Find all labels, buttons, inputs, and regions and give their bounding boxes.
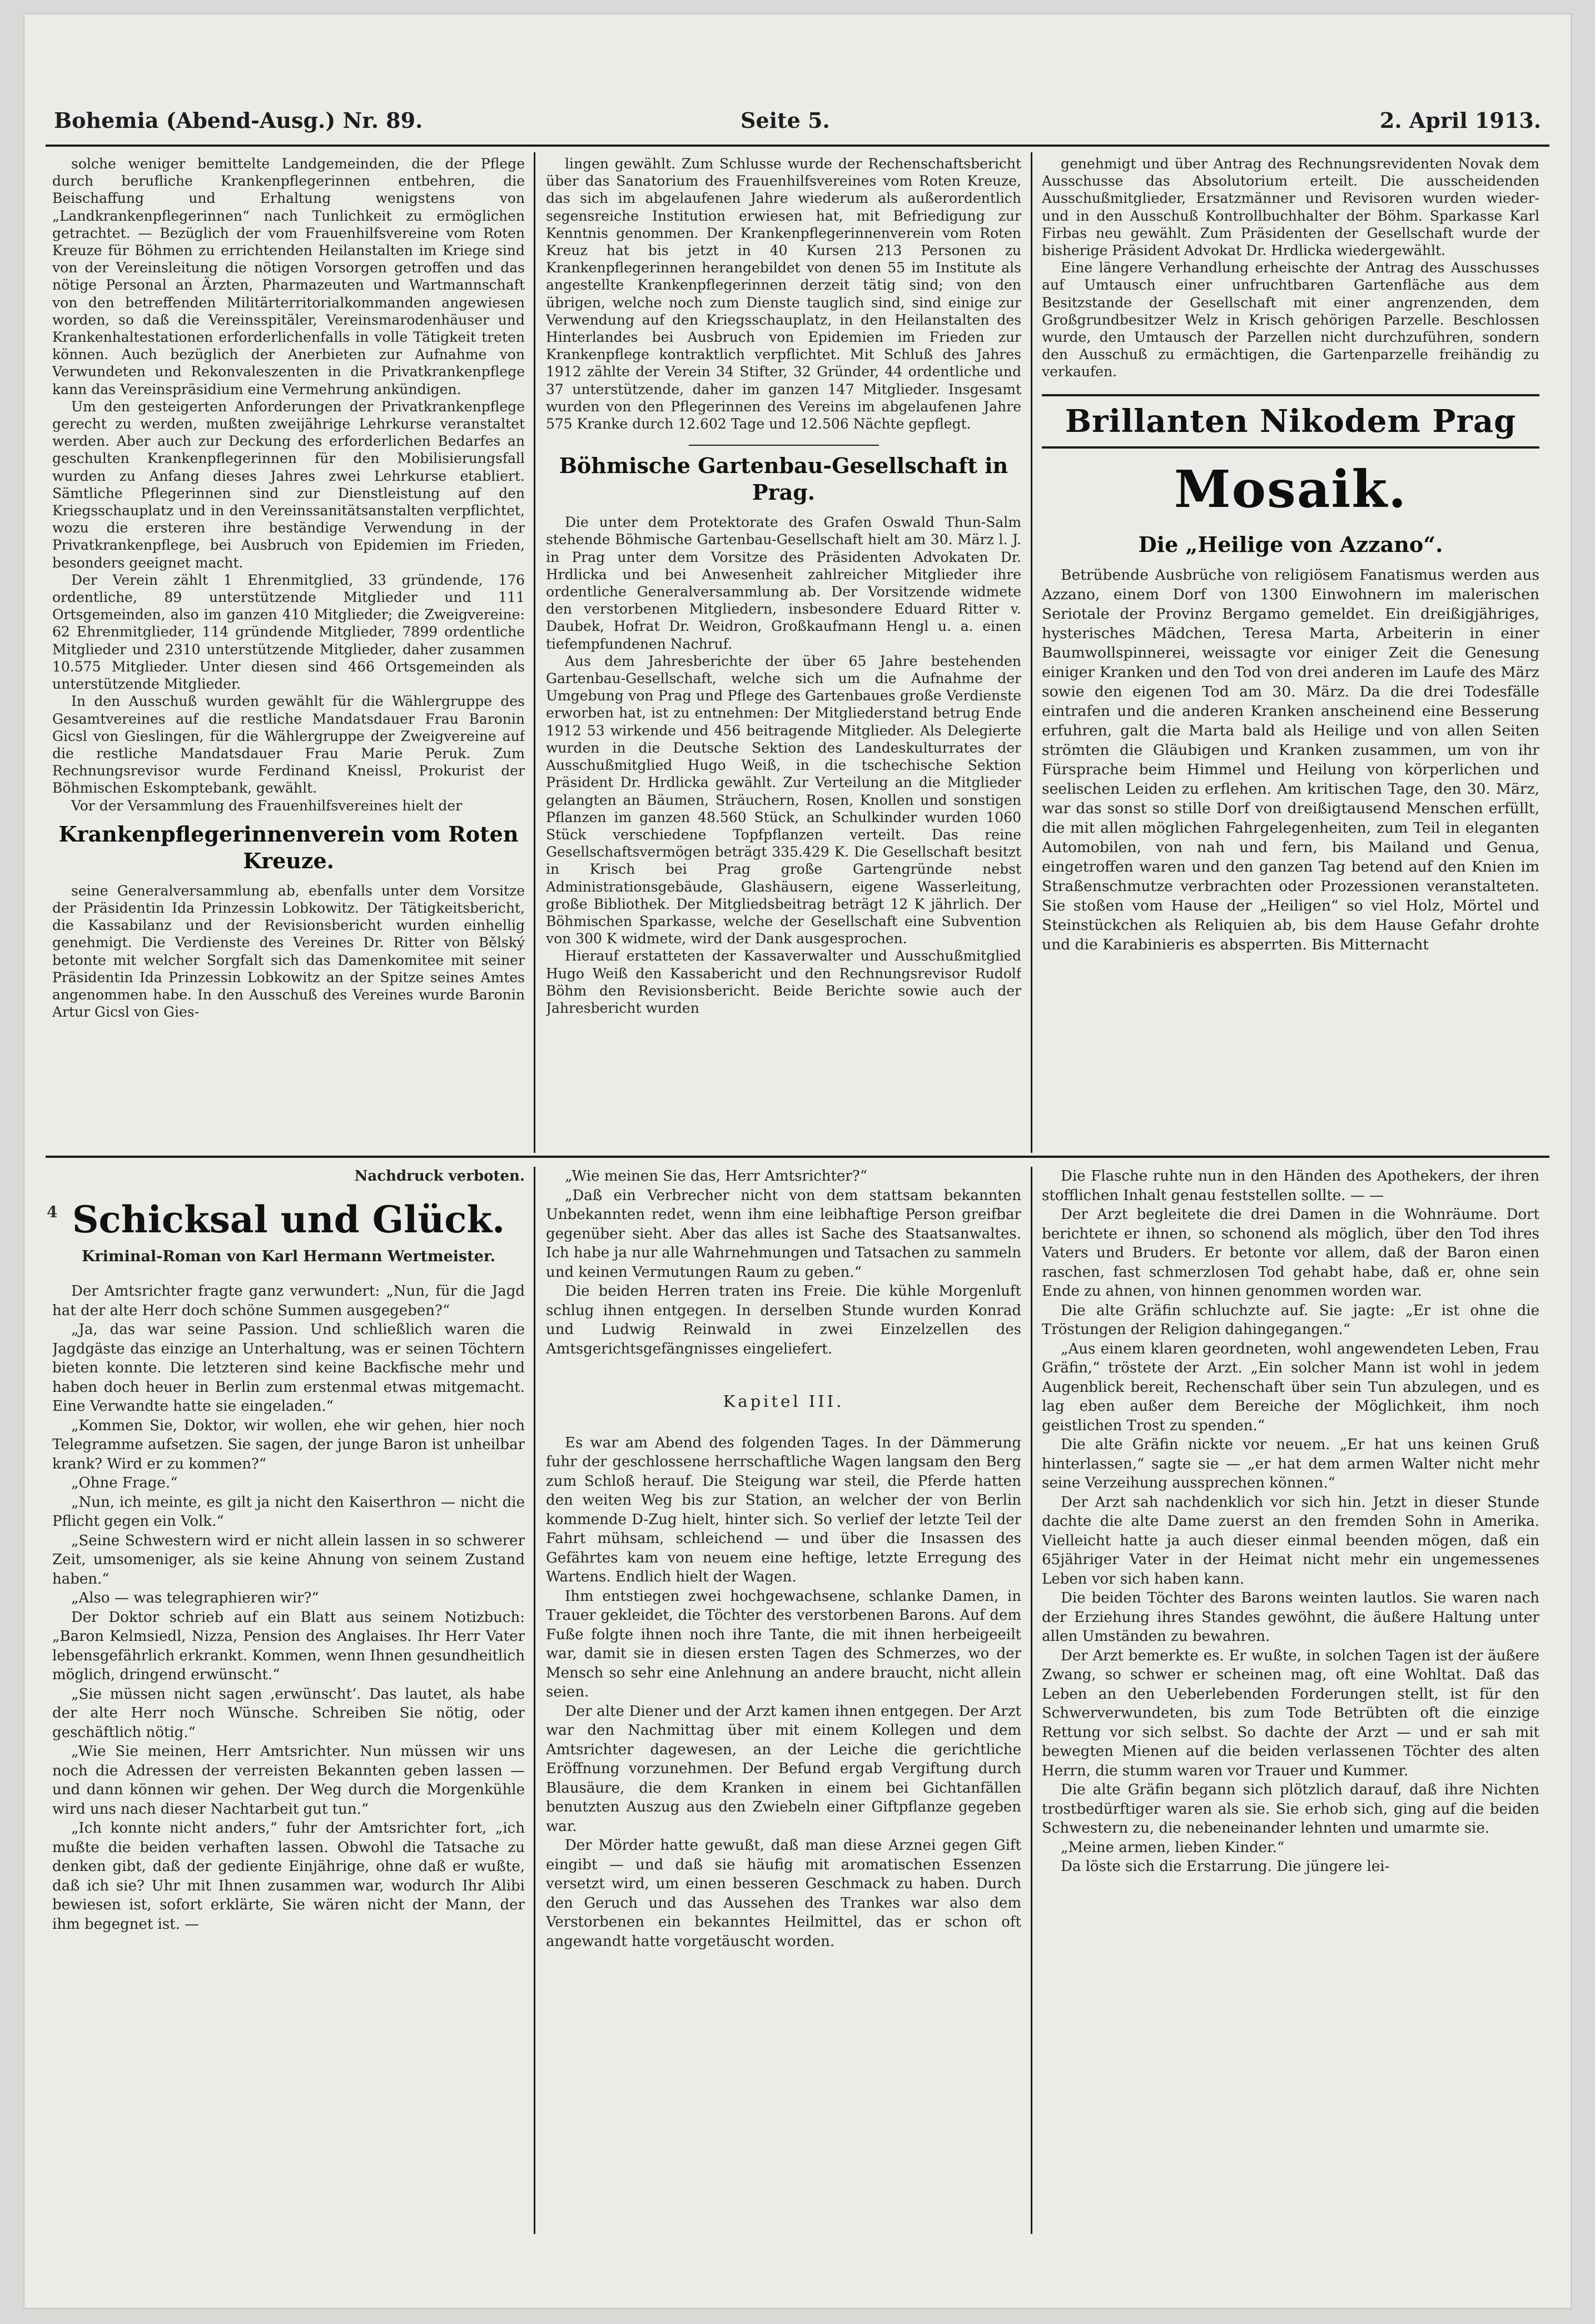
- article-paragraph: Hierauf erstatteten der Kassaverwalter und Ausschußmitglied Hugo Weiß den Kassabericht und den Rechnungsrevisor Rudolf Böhm den Revisionsbericht. Beide Berichte sowie auch der Jahresbericht wurden: [546, 948, 1021, 1016]
- novel-paragraph: „Meine armen, lieben Kinder.“: [1061, 1839, 1285, 1856]
- novel-column-2: [546, 1167, 1021, 2234]
- novel-paragraph: Ihm entstiegen zwei hochgewachsene, schlanke Damen, in Trauer gekleidet, die Töchter des verstorbenen Barons. Auf dem Fuße folgte ihnen noch ihre Tante, die mit ihnen herbeigeeilt war, damit sie in diesen ersten Tagen des Schmerzes, wo der Mensch so sehr eine Anlehnung an andere braucht, nicht allein seien.: [546, 1588, 1021, 1700]
- novel-paragraph: „Ja, das war seine Passion. Und schließlich waren die Jagdgäste das einzige an Unterhaltung, was er seinen Töchtern bieten konnte. Die letzteren sind keine Backfische mehr und haben doch heuer in Berlin zum erstenmal etwas mitgemacht. Eine Verwandte hatte sie eingeladen.“: [52, 1321, 525, 1415]
- novel-paragraph: Der alte Diener und der Arzt kamen ihnen entgegen. Der Arzt war den Nachmittag über mit einem Kollegen und dem Amtsrichter dagewesen, an der Leiche die gerichtliche Eröffnung vorzunehmen. Der Befund ergab Vergiftung durch Blausäure, die dem Kranken in einem bei Gichtanfällen benutzten Auszug aus den Zwiebeln einer Giftpflanze gegeben war.: [546, 1703, 1021, 1835]
- novel-paragraph: „Ich konnte nicht anders,“ fuhr der Amtsrichter fort, „ich mußte die beiden verhaften lassen. Obwohl die Tatsache zu denken gibt, daß der gediente Einjährige, ohne daß er wußte, daß ich sie? Uhr mit Ihnen zusammen war, wodurch Ihr Alibi bewiesen ist, sofort erklärte, Sie wären nicht der Mann, der ihm begegnet ist. —: [52, 1820, 525, 1933]
- article-paragraph: Der Verein zählt 1 Ehrenmitglied, 33 gründende, 176 ordentliche, 89 unterstützende Mitglieder und 111 Ortsgemeinden, also im ganzen 410 Mitglieder; die Zweigvereine: 62 Ehrenmitglieder, 114 gründende Mitglieder, 7899 ordentliche Mitglieder und 2310 unterstützende Mitglieder, daher zusammen 10.575 Mitglieder. Unter diesen sind 466 Ortsgemeinden als unterstützende Mitglieder.: [52, 571, 525, 693]
- article-paragraph: seine Generalversammlung ab, ebenfalls unter dem Vorsitze der Präsidentin Ida Prinzessin Lobkowitz. Der Tätigkeitsbericht, die Kassabilanz und der Revisionsbericht wurden einhellig genehmigt. Die Verdienste des Vereines Dr. Ritter von Bělský betonte mit welcher Sorgfalt sich das Damenkomitee mit seiner Präsidentin Ida Prinzessin Lobkowitz an der Spitze seines Amtes angenommen habe. In den Ausschuß des Vereines wurde Baronin Artur Gicsl von Gies-: [52, 882, 525, 1021]
- chapter-heading: Kapitel III.: [723, 1392, 844, 1411]
- section-rule: [46, 1156, 1549, 1158]
- issue-date: 2. April 1913.: [1379, 108, 1541, 133]
- column-rule: [534, 1167, 535, 2234]
- article-heading: Krankenpflegerinnenverein vom Roten Kreuze.: [58, 821, 519, 873]
- novel-paragraph: Der Arzt sah nachdenklich vor sich hin. Jetzt in dieser Stunde dachte die alte Dame zuerst an den fremden Sohn in Amerika. Vielleicht hatte ja auch dieser einmal beenden mögen, daß ein 65jähriger Vater in der Heimat nicht mehr ein ungemessenes Leben vor sich haben kann.: [1042, 1494, 1539, 1588]
- article-paragraph: lingen gewählt. Zum Schlusse wurde der Rechenschaftsbericht über das Sanatorium des Frauenhilfsvereines vom Roten Kreuze, das sich im abgelaufenen Jahre wiederum als außerordentlich segensreiche Institution erwiesen hat, mit Befriedigung zur Kenntnis genommen. Der Krankenpflegerinnenverein vom Roten Kreuz hat bis jetzt in 40 Kursen 213 Personen zu Krankenpflegerinnen herangebildet von denen 55 im Institute als angestellte Krankenpflegerinnen derzeit tätig sind; von den übrigen, welche noch zum Dienste tauglich sind, sind einige zur Verwendung auf den Kriegsschauplatz, in den Heilanstalten des Hinterlandes bei Ausbruch von Epidemien im Frieden zur Krankenpflege kontraktlich verpflichtet. Mit Schluß des Jahres 1912 zählte der Verein 34 Stifter, 32 Gründer, 44 ordentliche und 37 unterstützende, daher im ganzen 147 Mitglieder. Insgesamt wurden von den Pflegerinnen des Vereins im abgelaufenen Jahre 575 Kranke durch 12.602 Tage und 12.506 Nächte gepflegt.: [546, 156, 1021, 432]
- novel-paragraph: Der Arzt bemerkte es. Er wußte, in solchen Tagen ist der äußere Zwang, so schwer er scheinen mag, oft eine Wohltat. Daß das Leben an den Ueberlebenden Forderungen stellt, ist für den Schwerverwundeten, bis zum Tode Betrübten oft die einzige Rettung vor sich selbst. So dachte der Arzt — und er sah mit bewegten Mienen auf die beiden verlassenen Töchter des alten Herrn, die stumm waren vor Trauer und Kummer.: [1042, 1647, 1539, 1779]
- article-paragraph: solche weniger bemittelte Landgemeinden, die der Pflege durch berufliche Krankenpflegerinnen entbehren, die Beischaffung und Erhaltung wenigstens von „Landkrankenpflegerinnen“ nach Tunlichkeit zu ermöglichen getrachtet. — Bezüglich der vom Frauenhilfsvereine vom Roten Kreuze für Böhmen zu errichtenden Heilanstalten im Kriege sind von der Vereinsleitung die nötigen Vorsorgen getroffen und das nötige Personal an Ärzten, Pharmazeuten und Wartmannschaft von den betreffenden Militärterritorialkommanden angewiesen worden, so daß die Vereinsspitäler, Vereinsmarodenhäuser und Krankenhaltestationen erforderlichenfalls in volle Tätigkeit treten können. Auch bezüglich der Anerbieten zur Aufnahme von Verwundeten und Rekonvaleszenten in die Privatkrankenpflege kann das Vereinspräsidium eine Vermehrung ankündigen.: [52, 156, 525, 397]
- article-paragraph: Um den gesteigerten Anforderungen der Privatkrankenpflege gerecht zu werden, mußten zweijährige Lehrkurse veranstaltet werden. Aber auch zur Deckung des erforderlichen Bedarfes an geschulten Krankenpflegerinnen für den Mobilisierungsfall wurden zu Anfang dieses Jahres zwei Lehrkurse etabliert. Sämtliche Pflegerinnen sind zur Dienstleistung auf den Kriegsschauplatz und in den Vereinssanitätsanstalten verpflichtet, wozu die ersteren ihre beständige Verwendung in der Privatkrankenpflege, bei Ausbruch von Epidemien im Frieden, besonders geeignet macht.: [52, 398, 525, 571]
- novel-paragraph: Der Doktor schrieb auf ein Blatt aus seinem Notizbuch: „Baron Kelmsiedl, Nizza, Pension des Anglaises. Ihr Herr Vater lebensgefährlich erkrankt. Kommen, wenn Ihnen gesundheitlich möglich, dringend erwünscht.“: [52, 1609, 525, 1683]
- novel-paragraph: „Ohne Frage.“: [71, 1475, 178, 1491]
- article-paragraph: In den Ausschuß wurden gewählt für die Wählergruppe des Gesamtvereines auf die restliche Mandatsdauer Frau Baronin Gicsl von Gieslingen, für die Wählergruppe der Zweigvereine auf die restliche Mandatsdauer Frau Marie Peruk. Zum Rechnungsrevisor wurde Ferdinand Kneissl, Prokurist der Böhmischen Eskomptebank, gewählt.: [52, 693, 525, 797]
- novel-paragraph: Die alte Gräfin begann sich plötzlich darauf, daß ihre Nichten trostbedürftiger waren als sie. Sie erhob sich, ging auf die beiden Schwestern zu, die nebeneinander lehnten und umarmte sie.: [1042, 1781, 1539, 1837]
- article-paragraph: Vor der Versammlung des Frauenhilfsvereines hielt der: [71, 797, 463, 814]
- advert-rule: [1042, 446, 1539, 449]
- novel-paragraph: „Wie meinen Sie das, Herr Amtsrichter?“: [565, 1168, 868, 1185]
- column-rule: [1031, 152, 1032, 1153]
- novel-paragraph: Der Mörder hatte gewußt, daß man diese Arznei gegen Gift eingibt — und daß sie häufig mit aromatischen Essenzen versetzt wird, um einen besseren Geschmack zu haben. Durch den Geruch und das Aussehen des Trankes war also dem Verstorbenen ein bekanntes Heilmittel, das er schon oft angewandt hatte vorgetäuscht worden.: [546, 1837, 1021, 1950]
- novel-paragraph: Die Flasche ruhte nun in den Händen des Apothekers, der ihren stofflichen Inhalt genau feststellen sollte. — —: [1042, 1168, 1539, 1204]
- article-heading: Die „Heilige von Azzano“.: [1138, 531, 1443, 557]
- novel-paragraph: Die beiden Herren traten ins Freie. Die kühle Morgenluft schlug ihnen entgegen. In derselben Stunde wurden Konrad und Ludwig Reinwald in zwei Einzelzellen des Amtsgerichtsgefängnisses eingeliefert.: [546, 1283, 1021, 1357]
- article-paragraph: Betrübende Ausbrüche von religiösem Fanatismus werden aus Azzano, einem Dorf von 1300 Einwohnern im malerischen Seriotale der Provinz Bergamo gemeldet. Ein dreißigjähriges, hysterisches Mädchen, Teresa Marta, Arbeiterin in einer Baumwollspinnerei, weissagte vor einiger Zeit die Genesung einiger Kranken und den Tod von drei anderen im Laufe des März sowie den eigenen Tod am 30. März. Da die drei Todesfälle eintrafen und die anderen Kranken anscheinend eine Besserung erfuhren, galt die Marta bald als Heilige und von allen Seiten strömten die Gläubigen und Kranken zusammen, um von ihr Fürsprache beim Himmel und Heilung von körperlichen und seelischen Leiden zu erflehen. Am kritischen Tage, den 30. März, war das sonst so stille Dorf von dreißigtausend Menschen erfüllt, die mit allen möglichen Fahrgelegenheiten, zum Teil in eleganten Automobilen, von nah und fern, bis Mailand und Genua, eingetroffen waren und den ganzen Tag betend auf den Knien im Straßenschmutze verbrachten oder Prozessionen veranstalteten. Sie stoßen vom Hause der „Heiligen“ so viel Holz, Mörtel und Steinstückchen als Reliquien ab, bis dem Hause Gefahr drohte und die Karabinieris es absperrten. Bis Mitternacht: [1042, 566, 1539, 953]
- article-column-1: [52, 155, 525, 1150]
- folio-number: 4: [47, 1203, 58, 1221]
- article-paragraph: genehmigt und über Antrag des Rechnungsrevidenten Novak dem Ausschusse das Absolutorium erteilt. Die ausscheidenden Ausschußmitglieder, Ersatzmänner und Revisoren wurden wieder- und in den Ausschuß Kontrollbuchhalter der Böhm. Sparkasse Karl Firbas neu gewählt. Zum Präsidenten der Gesellschaft wurde der bisherige Präsident Advokat Dr. Hrdlicka wiedergewählt.: [1042, 156, 1539, 259]
- novel-paragraph: Die alte Gräfin schluchzte auf. Sie jagte: „Er ist ohne die Tröstungen der Religion dahingegangen.“: [1042, 1302, 1539, 1338]
- novel-paragraph: „Aus einem klaren geordneten, wohl angewendeten Leben, Frau Gräfin,“ tröstete der Arzt. „Ein solcher Mann ist wohl in jedem Augenblick bereit, Rechenschaft über sein Tun abzulegen, und es lag eben außer dem Bereiche der Möglichkeit, ihm noch geistlichen Trost zu spenden.“: [1042, 1340, 1539, 1434]
- article-separator: [689, 445, 879, 446]
- novel-paragraph: „Wie Sie meinen, Herr Amtsrichter. Nun müssen wir uns noch die Adressen der verreisten Bekannten geben lassen — und dann können wir gehen. Der Weg durch die Morgenkühle wird uns nach dieser Nachtarbeit gut tun.“: [52, 1743, 525, 1818]
- novel-paragraph: Es war am Abend des folgenden Tages. In der Dämmerung fuhr der geschlossene herrschaftliche Wagen langsam den Berg zum Schloß herauf. Die Steigung war steil, die Pferde hatten den weiten Weg bis zur Station, an welcher der von Berlin kommende D-Zug hielt, hinter sich. So verlief der letzte Teil der Fahrt mühsam, schleichend — und über die Insassen des Gefährtes kam von neuem eine heftige, letzte Erregung des Wartens. Endlich hielt der Wagen.: [546, 1434, 1021, 1585]
- novel-paragraph: „Daß ein Verbrecher nicht von dem stattsam bekannten Unbekannten redet, wenn ihm eine leibhaftige Person greifbar gegenüber sieht. Aber das alles ist Sache des Staatsanwaltes. Ich habe ja nur alle Wahrnehmungen und Tatsachen zu sammeln und keinen Vermutungen Raum zu geben.“: [546, 1187, 1021, 1281]
- novel-paragraph: Die alte Gräfin nickte vor neuem. „Er hat uns keinen Gruß hinterlassen,“ sagte sie — „er hat dem armen Walter nicht mehr seine Verzeihung aussprechen können.“: [1042, 1436, 1539, 1491]
- article-paragraph: Aus dem Jahresberichte der über 65 Jahre bestehenden Gartenbau-Gesellschaft, welche sich um die Aufnahme der Umgebung von Prag und Pflege des Gartenbaues große Verdienste erworben hat, ist zu entnehmen: Der Mitgliederstand betrug Ende 1912 53 wirkende und 456 beitragende Mitglieder. Als Delegierte wurden in die Deutsche Sektion des Landeskulturrates der Ausschußmitglied Hugo Weiß, in die tschechische Sektion Präsident Dr. Hrdlicka gewählt. Zur Verteilung an die Mitglieder gelangten an Bäumen, Sträuchern, Rosen, Knollen und sonstigen Pflanzen im ganzen 48.560 Stück, an Schulkinder wurden 1060 Stück verschiedene Topfpflanzen verteilt. Das reine Gesellschaftsvermögen beträgt 335.429 K. Die Gesellschaft besitzt in Krisch bei Prag große Gartengründe nebst Administrationsgebäude, Glashäusern, eigene Wasserleitung, große Bibliothek. Der Mitgliedsbeitrag beträgt 12 K jährlich. Der Böhmischen Sparkasse, welche der Gesellschaft eine Subvention von 300 K widmete, wird der Dank ausgesprochen.: [546, 653, 1021, 947]
- advert-rule: [1042, 394, 1539, 396]
- novel-paragraph: „Also — was telegraphieren wir?“: [71, 1590, 319, 1606]
- novel-paragraph: „Seine Schwestern wird er nicht allein lassen in so schwerer Zeit, umsomeniger, als sie keine Ahnung von seinem Zustand haben.“: [52, 1532, 525, 1588]
- masthead-edition: Bohemia (Abend-Ausg.) Nr. 89.: [54, 108, 423, 133]
- novel-title: Schicksal und Glück.: [72, 1197, 505, 1241]
- novel-paragraph: Der Amtsrichter fragte ganz verwundert: „Nun, für die Jagd hat der alte Herr doch schöne Summen ausgegeben?“: [52, 1283, 525, 1319]
- novel-paragraph: Die beiden Töchter des Barons weinten lautlos. Sie waren nach der Erziehung ihres Standes gewöhnt, die äußere Haltung unter allen Umständen zu bewahren.: [1042, 1590, 1539, 1645]
- newspaper-page: [23, 13, 1572, 2309]
- header-rule: [46, 145, 1549, 147]
- novel-paragraph: „Nun, ich meinte, es gilt ja nicht den Kaiserthron — nicht die Pflicht gegen ein Volk.“: [52, 1494, 525, 1530]
- novel-paragraph: Der Arzt begleitete die drei Damen in die Wohnräume. Dort berichtete er ihnen, so schonend als möglich, über den Tod ihres Vaters und Bruders. Er betonte vor allem, daß der Baron einen raschen, fast schmerzlosen Tod gehabt habe, daß er, ohne sein Ende zu ahnen, von hinnen genommen worden war.: [1042, 1206, 1539, 1300]
- novel-author: Kriminal-Roman von Karl Hermann Wertmeister.: [81, 1247, 496, 1265]
- novel-paragraph: Da löste sich die Erstarrung. Die jüngere lei-: [1061, 1858, 1390, 1875]
- article-column-3: [1042, 155, 1539, 1150]
- column-rule: [1031, 1167, 1032, 2234]
- column-rule: [534, 152, 535, 1153]
- article-paragraph: Eine längere Verhandlung erheischte der Antrag des Ausschusses auf Umtausch einer unfruchtbaren Gartenfläche aus dem Besitzstande der Gesellschaft mit einer angrenzenden, dem Großgrundbesitzer Welz in Krisch gehörigen Parzelle. Beschlossen wurde, den Umtausch der Parzellen nicht durchzuführen, sondern den Ausschuß zu ermächtigen, die Gartenparzelle freihändig zu verkaufen.: [1042, 260, 1539, 380]
- novel-column-3: [1042, 1167, 1539, 2234]
- article-heading: Böhmische Gartenbau-Gesellschaft in Prag.: [559, 453, 1008, 505]
- section-title: Mosaik.: [1174, 459, 1408, 519]
- novel-paragraph: „Kommen Sie, Doktor, wir wollen, ehe wir gehen, hier noch Telegramme aufsetzen. Sie sagen, der junge Baron ist unheilbar krank? Wird er zu kommen?“: [52, 1417, 525, 1472]
- advertisement-banner: Brillanten Nikodem Prag: [1065, 402, 1517, 440]
- article-column-2: [546, 155, 1021, 1150]
- page-number-label: Seite 5.: [741, 108, 830, 133]
- novel-paragraph: „Sie müssen nicht sagen ‚erwünscht‘. Das lautet, als habe der alte Herr noch Wünsche. Schreiben Sie nötig, oder geschäftlich nötig.“: [52, 1685, 525, 1741]
- article-paragraph: Die unter dem Protektorate des Grafen Oswald Thun-Salm stehende Böhmische Gartenbau-Gesellschaft hielt am 30. März l. J. in Prag unter dem Vorsitze des Präsidenten Advokaten Dr. Hrdlicka und bei Anwesenheit zahlreicher Mitglieder ihre ordentliche Generalversammlung ab. Der Vorsitzende widmete den verstorbenen Mitgliedern, insbesondere Eduard Ritter v. Daubek, Hofrat Dr. Weidron, Großkaufmann Hengl u. a. einen tiefempfundenen Nachruf.: [546, 514, 1021, 652]
- reprint-notice: Nachdruck verboten.: [354, 1168, 525, 1185]
- novel-column-1: [52, 1167, 525, 2234]
- page-header: [23, 97, 1572, 147]
